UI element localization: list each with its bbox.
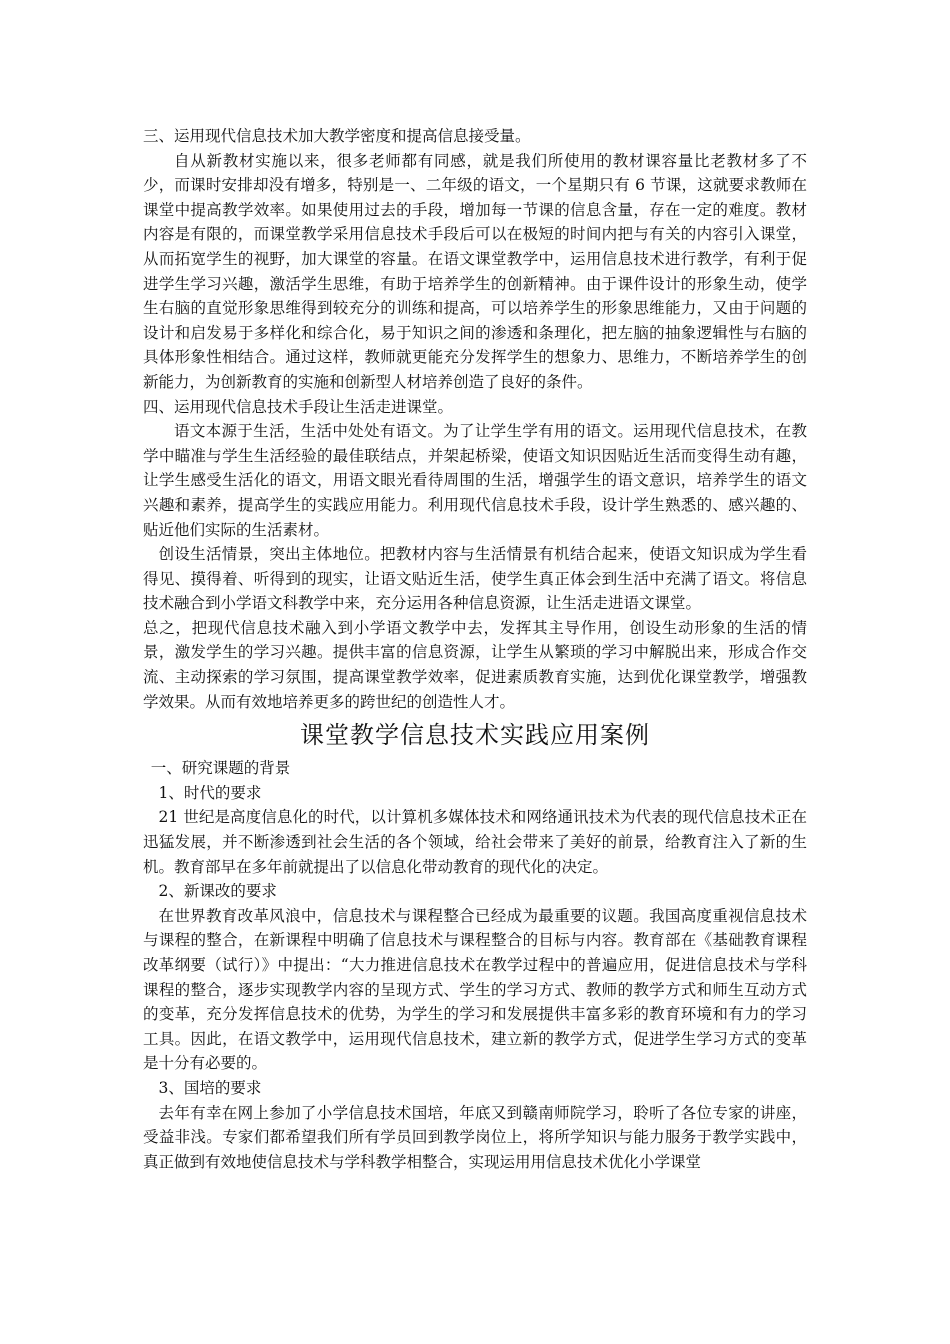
research-item3-heading: 3、国培的要求 <box>158 1078 262 1097</box>
section-three-heading: 三、运用现代信息技术加大教学密度和提高信息接受量。 <box>143 127 531 145</box>
document-page <box>143 124 807 1174</box>
section-four-paragraph-2: 创设生活情景，突出主体地位。把教材内容与生活情景有机结合起来，使语文知识成为学生看得见、摸得着、听得到的现实，让语文贴近生活，使学生真正体会到生活中充满了语文。将信息技术融合到小学语文科教学中来，充分运用各种信息资源，让生活走进语文课堂。 <box>143 545 807 613</box>
research-item3-paragraph: 去年有幸在网上参加了小学信息技术国培，年底又到赣南师院学习，聆听了各位专家的讲座，受益非浅。专家们都希望我们所有学员回到教学岗位上，将所学知识与能力服务于教学实践中，真正做到有效地使信息技术与学科教学相整合，实现运用用信息技术优化小学课堂 <box>143 1103 807 1171</box>
section-four-heading: 四、运用现代信息技术手段让生活走进课堂。 <box>143 397 454 416</box>
section-four-paragraph-1: 语文本源于生活，生活中处处有语文。为了让学生学有用的语文。运用现代信息技术，在教学中瞄准与学生生活经验的最佳联结点，并架起桥梁，使语文知识因贴近生活而变得生动有趣，让学生感受生活化的语文，用语文眼光看待周围的生活，增强学生的语文意识，培养学生的语文兴趣和素养，提高学生的实践应用能力。利用现代信息技术手段，设计学生熟悉的、感兴趣的、贴近他们实际的生活素材。 <box>143 422 807 539</box>
research-item1-heading: 1、时代的要求 <box>158 783 262 802</box>
research-item2-heading: 2、新课改的要求 <box>158 882 277 901</box>
document-title: 课堂教学信息技术实践应用案例 <box>300 721 650 750</box>
section-four-paragraph-3: 总之，把现代信息技术融入到小学语文教学中去，发挥其主导作用，创设生动形象的生活的情景，激发学生的学习兴趣。提供丰富的信息资源，让学生从繁琐的学习中解脱出来，形成合作交流、主动探索的学习氛围，提高课堂教学效率，促进素质教育实施，达到优化课堂教学，增强教学效果。从而有效地培养更多的跨世纪的创造性人才。 <box>143 618 807 711</box>
section-three-paragraph: 自从新教材实施以来，很多老师都有同感，就是我们所使用的教材课容量比老教材多了不少，而课时安排却没有增多，特别是一、二年级的语文，一个星期只有 6 节课，这就要求教师在课堂中提高教学效率。如果使用过去的手段，增加每一节课的信息含量，存在一定的难度。教材内容是有限的，而课堂教学采用信息技术手段后可以在极短的时间内把与有关的内容引入课堂，从而拓宽学生的视野，加大课堂的容量。在语文课堂教学中，运用信息技术进行教学，有利于促进学生学习兴趣，激活学生思维，有助于培养学生的创新精神。由于课件设计的形象生动，使学生右脑的直觉形象思维得到较充分的训练和提高，可以培养学生的形象思维能力，又由于问题的设计和启发易于多样化和综合化，易于知识之间的渗透和条理化，把左脑的抽象逻辑性与右脑的具体形象性相结合。通过这样，教师就更能充分发挥学生的想象力、思维力，不断培养学生的创新能力，为创新教育的实施和创新型人材培养创造了良好的条件。 <box>143 151 807 391</box>
research-item2-paragraph: 在世界教育改革风浪中，信息技术与课程整合已经成为最重要的议题。我国高度重视信息技术与课程的整合，在新课程中明确了信息技术与课程整合的目标与内容。教育部在《基础教育课程改革纲要（试行）》中提出：“大力推进信息技术在教学过程中的普遍应用，促进信息技术与学科课程的整合，逐步实现教学内容的呈现方式、学生的学习方式、教师的教学方式和师生互动方式的变革，充分发挥信息技术的优势，为学生的学习和发展提供丰富多彩的教育环境和有力的学习工具。因此，在语文教学中，运用现代信息技术，建立新的教学方式，促进学生学习方式的变革是十分有必要的。 <box>143 906 807 1073</box>
research-heading: 一、研究课题的背景 <box>150 759 291 778</box>
research-item1-paragraph: 21 世纪是高度信息化的时代，以计算机多媒体技术和网络通讯技术为代表的现代信息技术正在迅猛发展，并不断渗透到社会生活的各个领域，给社会带来了美好的前景，给教育注入了新的生机。教育部早在多年前就提出了以信息化带动教育的现代化的决定。 <box>143 808 807 876</box>
